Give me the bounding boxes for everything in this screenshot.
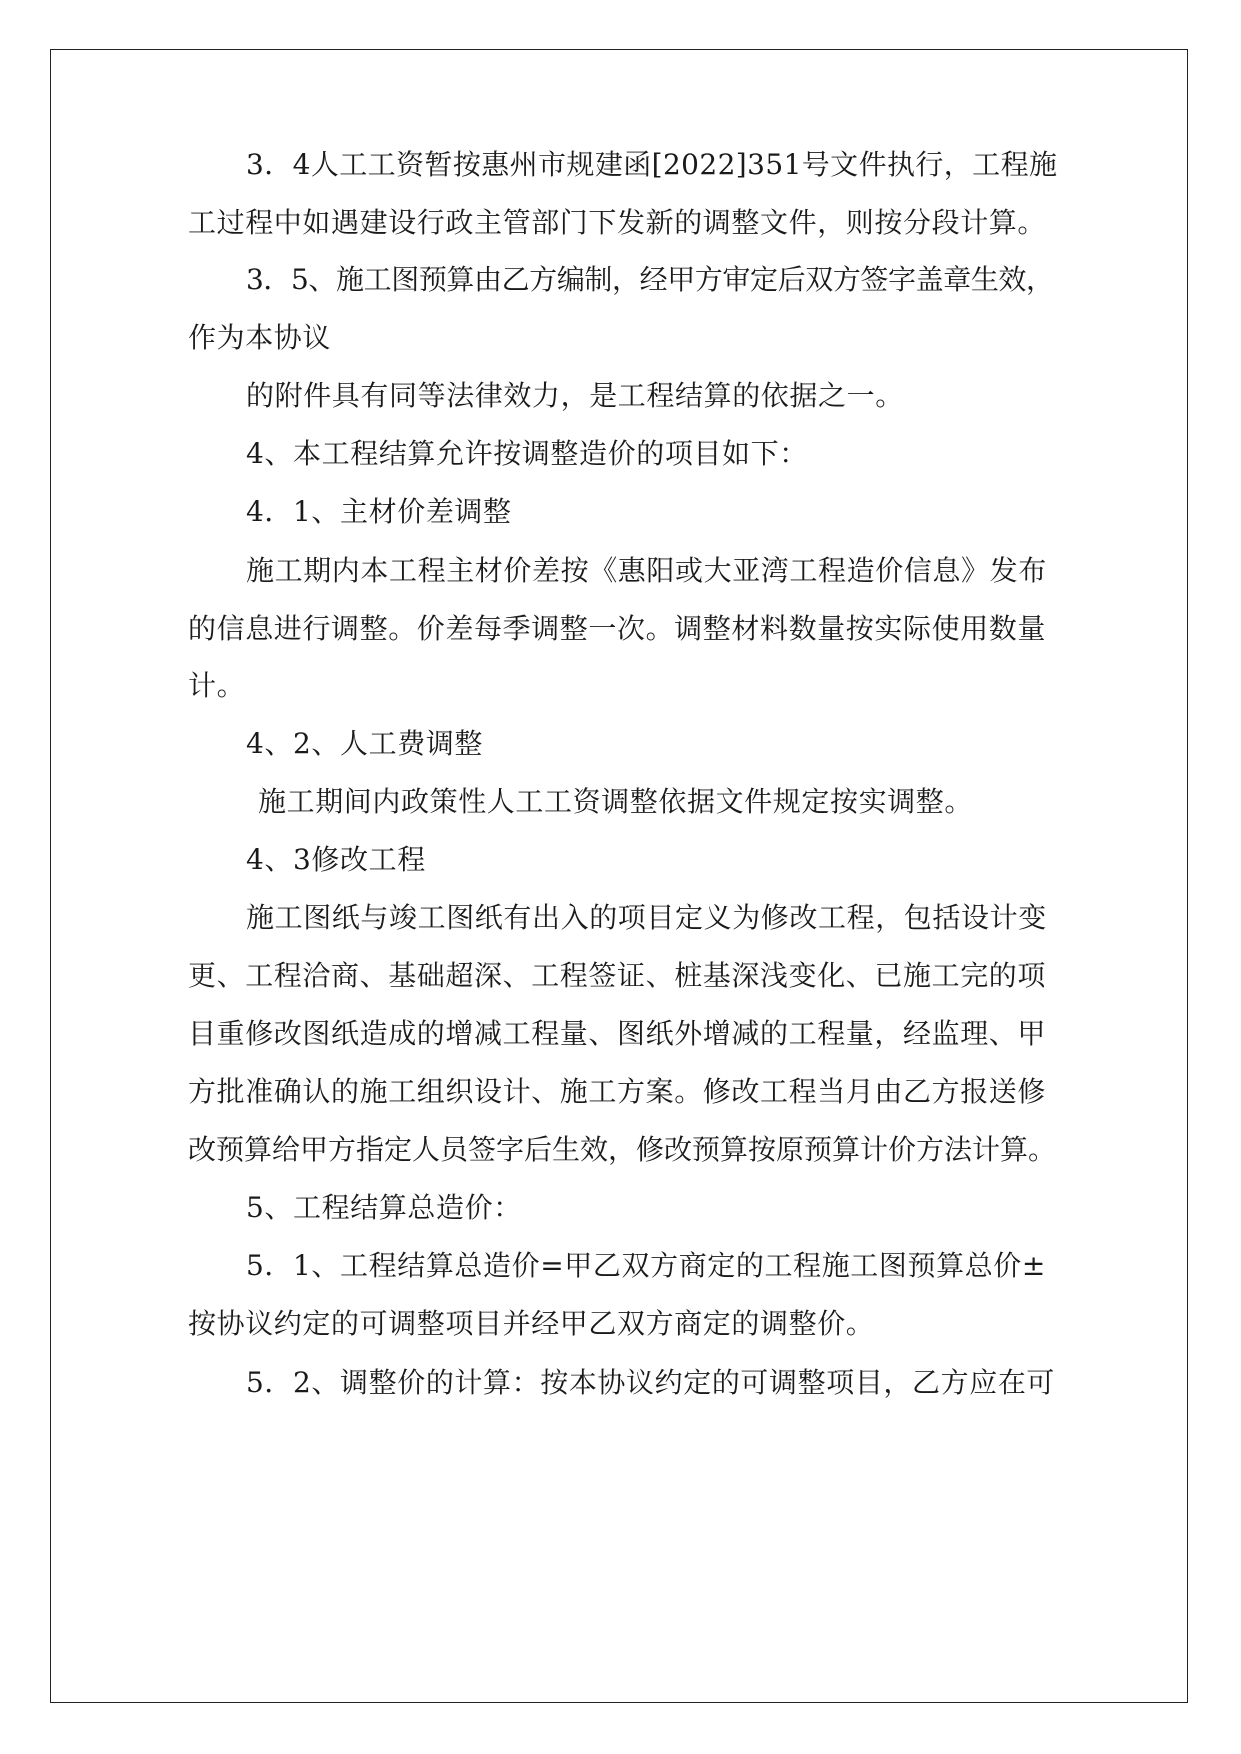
text-line: 的附件具有同等法律效力，是工程结算的依据之一。 <box>246 379 904 412</box>
text-line: 施工期间内政策性人工工资调整依据文件规定按实调整。 <box>258 785 974 818</box>
text-line: 5、工程结算总造价： <box>246 1191 522 1224</box>
text-line: 4、本工程结算允许按调整造价的项目如下： <box>246 437 808 470</box>
text-line: 目重修改图纸造成的增减工程量、图纸外增减的工程量，经监理、甲 <box>188 1017 1047 1050</box>
text-line: 5．2、调整价的计算：按本协议约定的可调整项目，乙方应在可 <box>246 1366 1056 1399</box>
text-line: 的信息进行调整。价差每季调整一次。调整材料数量按实际使用数量 <box>188 612 1047 645</box>
text-line: 工过程中如遇建设行政主管部门下发新的调整文件，则按分段计算。 <box>188 206 1047 239</box>
text-line: 施工图纸与竣工图纸有出入的项目定义为修改工程，包括设计变 <box>246 901 1047 934</box>
text-line: 5．1、工程结算总造价=甲乙双方商定的工程施工图预算总价± <box>246 1249 1046 1282</box>
text-line: 4．1、主材价差调整 <box>246 495 512 528</box>
text-line: 4、3修改工程 <box>246 843 426 876</box>
text-line: 3．5、施工图预算由乙方编制，经甲方审定后双方签字盖章生效， <box>246 263 1054 296</box>
text-line: 4、2、人工费调整 <box>246 727 484 760</box>
text-line: 按协议约定的可调整项目并经甲乙双方商定的调整价。 <box>188 1307 875 1340</box>
text-line: 施工期内本工程主材价差按《惠阳或大亚湾工程造价信息》发布 <box>246 554 1047 587</box>
text-line: 更、工程洽商、基础超深、工程签证、桩基深浅变化、已施工完的项 <box>188 959 1047 992</box>
text-line: 计。 <box>188 669 246 702</box>
text-line: 3．4人工工资暂按惠州市规建函[2022]351号文件执行，工程施 <box>246 148 1058 181</box>
text-line: 方批准确认的施工组织设计、施工方案。修改工程当月由乙方报送修 <box>188 1075 1047 1108</box>
text-line: 改预算给甲方指定人员签字后生效，修改预算按原预算计价方法计算。 <box>188 1133 1057 1166</box>
text-line: 作为本协议 <box>188 321 332 354</box>
